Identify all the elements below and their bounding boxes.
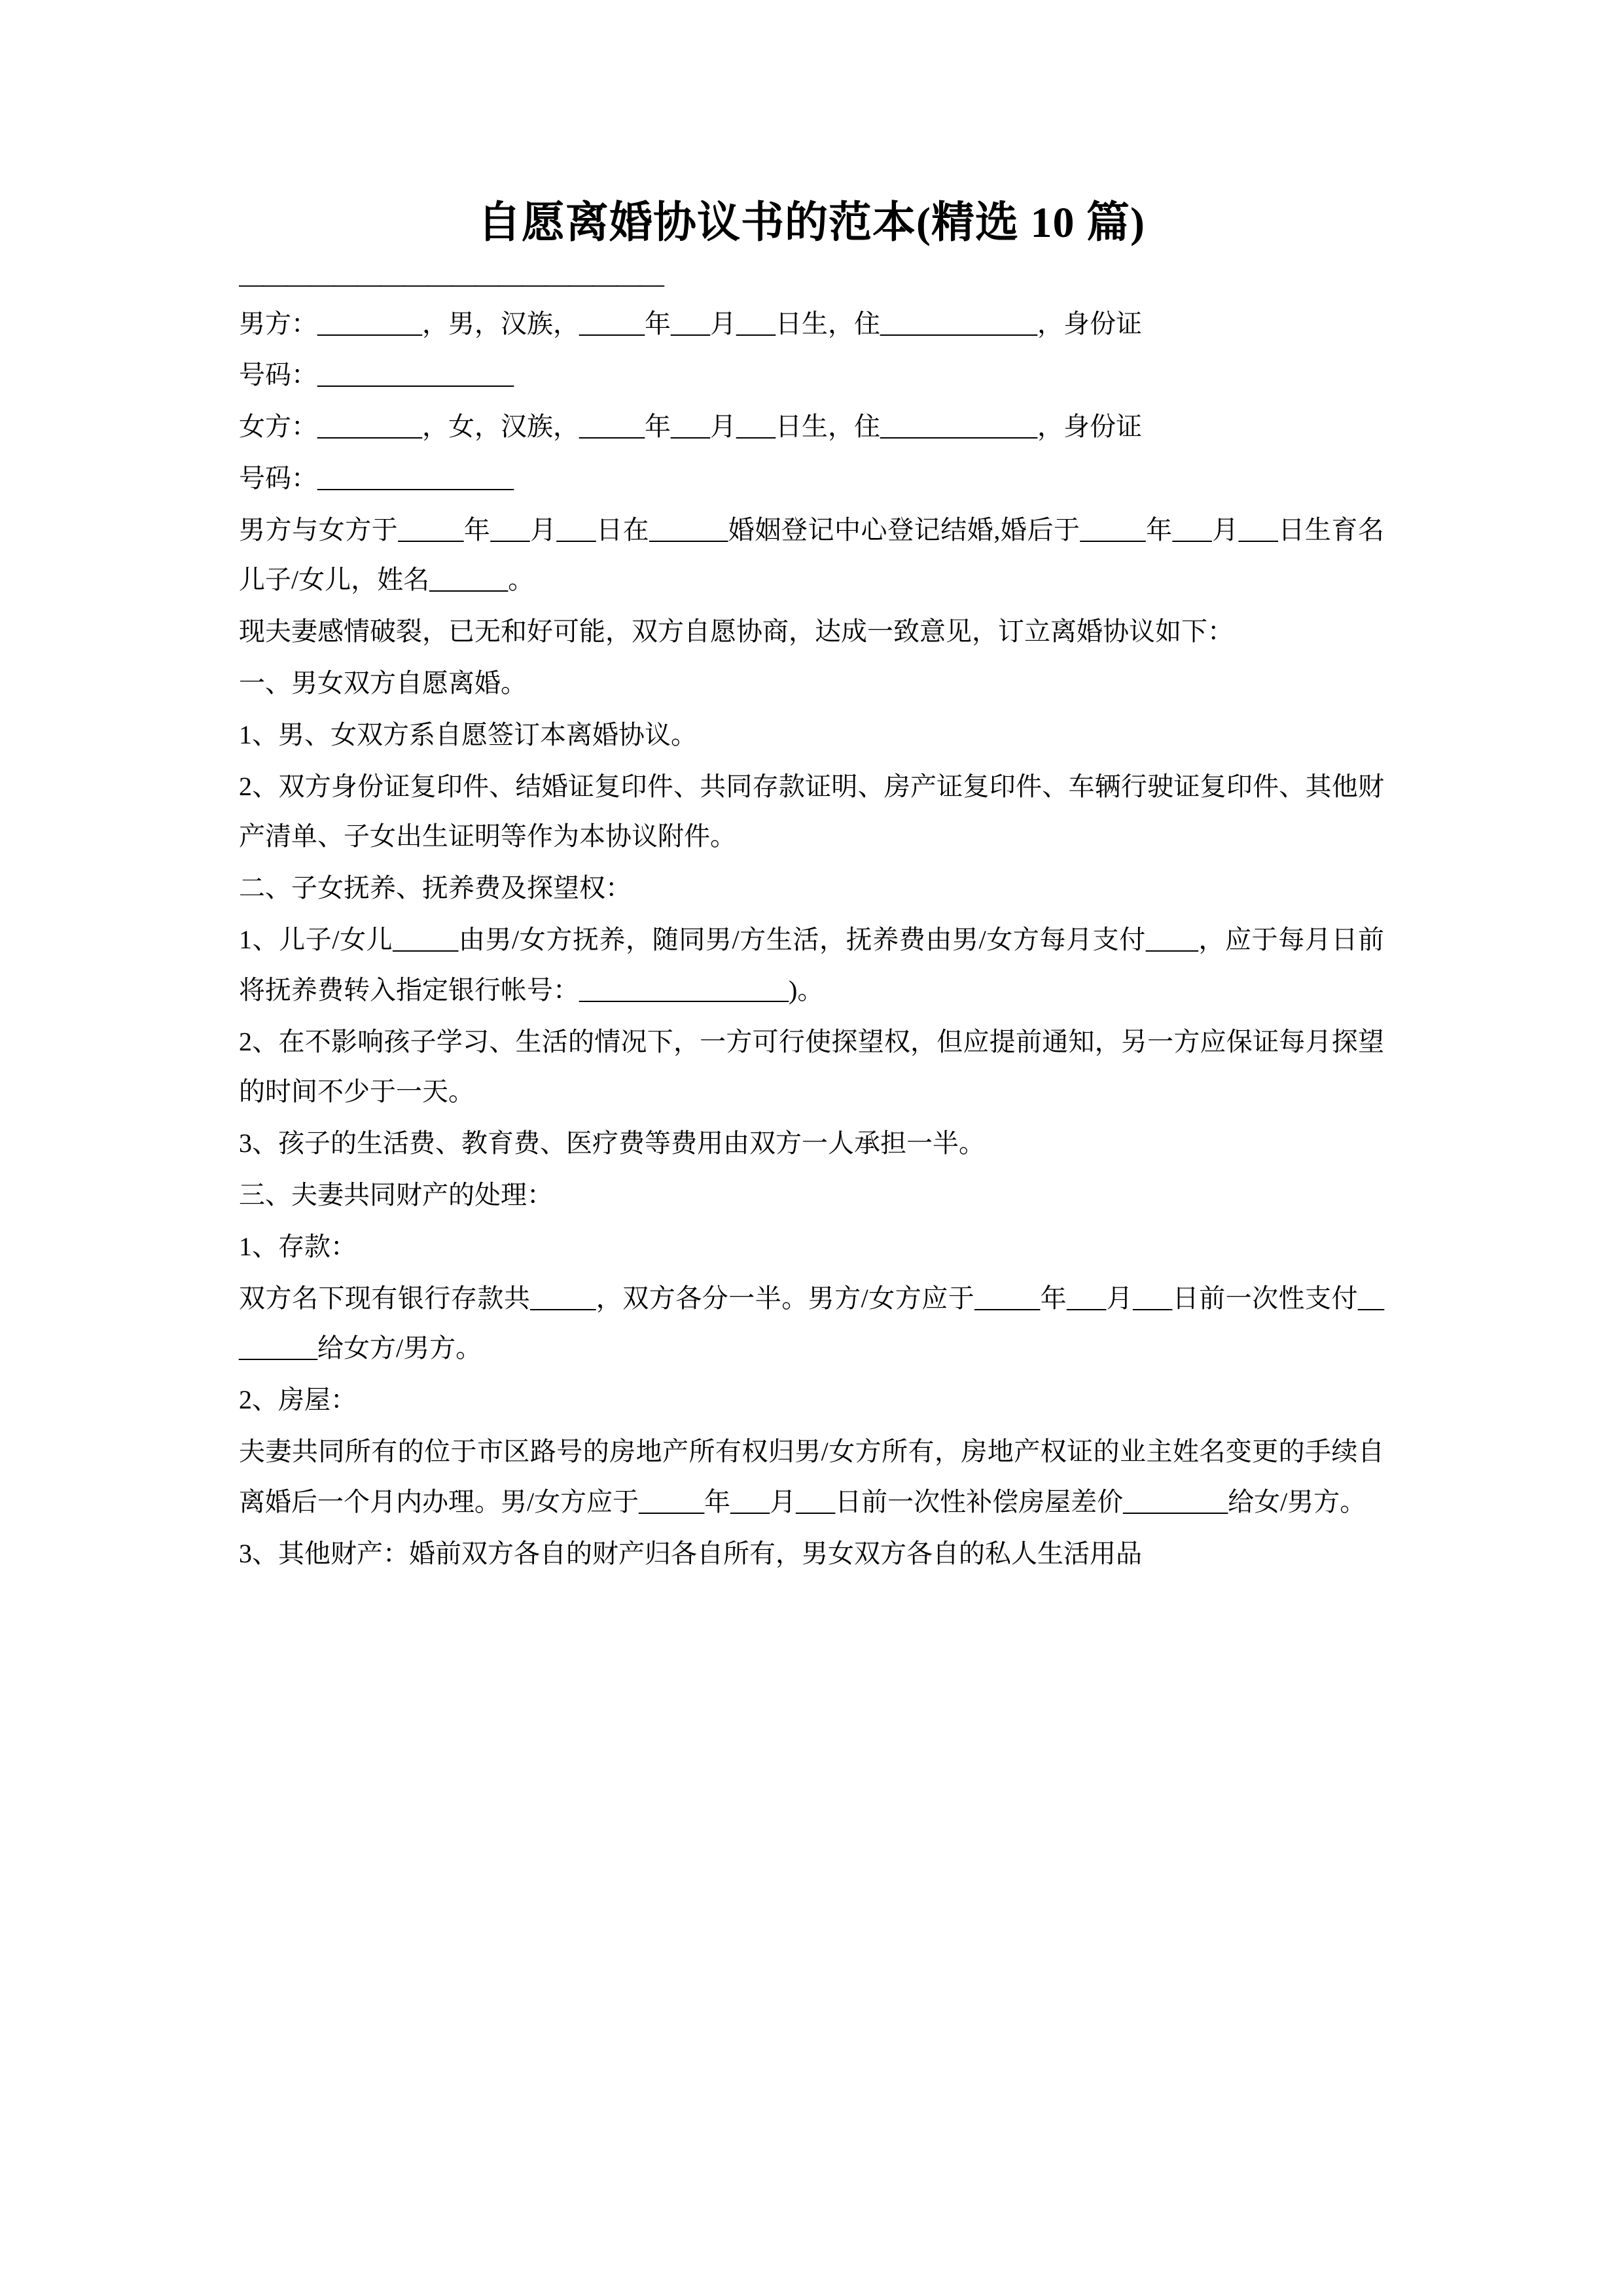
clause-2-2: 2、在不影响孩子学习、生活的情况下，一方可行使探望权，但应提前通知，另一方应保证每月探望的时间不少于一天。	[239, 1026, 1384, 1107]
clause-2-1: 1、儿子/女儿_____由男/女方抚养，随同男/方生活，抚养费由男/女方每月支付____，应于每月日前将抚养费转入指定银行帐号：________________)。	[239, 925, 1384, 1005]
clause-3-2-label: 2、房屋：	[239, 1385, 357, 1415]
document-content	[239, 0, 1384, 1579]
clause-3-3: 3、其他财产：婚前双方各自的财产归各自所有，男女双方各自的私人生活用品	[239, 1538, 1142, 1568]
clause-1-1: 1、男、女双方系自愿签订本离婚协议。	[239, 719, 697, 749]
clause-1-2: 2、双方身份证复印件、结婚证复印件、共同存款证明、房产证复印件、车辆行驶证复印件、其他财产清单、子女出生证明等作为本协议附件。	[239, 771, 1384, 852]
heading-section-three: 三、夫妻共同财产的处理：	[239, 1180, 553, 1210]
paragraph-marriage-record: 男方与女方于_____年___月___日在______婚姻登记中心登记结婚,婚后于_____年___月___日生育名儿子/女儿，姓名______。	[239, 514, 1384, 595]
paragraph-female-party: 女方：________，女，汉族，_____年___月___日生，住____________，身份证	[239, 412, 1142, 442]
horizontal-rule-dashes: ——————————————————	[239, 270, 663, 298]
clause-3-1-body: 双方名下现有银行存款共_____，双方各分一半。男方/女方应于_____年___月___日前一次性支付________给女方/男方。	[239, 1283, 1384, 1363]
paragraph-male-id: 号码：_______________	[239, 360, 514, 390]
clause-3-1-label: 1、存款：	[239, 1231, 357, 1261]
clause-3-2-body: 夫妻共同所有的位于市区路号的房地产所有权归男/女方所有，房地产权证的业主姓名变更的手续自离婚后一个月内办理。男/女方应于_____年___月___日前一次性补偿房屋差价________给女/男方。	[239, 1437, 1384, 1516]
heading-section-two: 二、子女抚养、抚养费及探望权：	[239, 873, 632, 903]
heading-section-one: 一、男女双方自愿离婚。	[239, 668, 527, 698]
page-title: 自愿离婚协议书的范本(精选 10 篇)	[478, 199, 1145, 247]
clause-2-3: 3、孩子的生活费、教育费、医疗费等费用由双方一人承担一半。	[239, 1128, 985, 1158]
paragraph-breakdown: 现夫妻感情破裂，已无和好可能，双方自愿协商，达成一致意见，订立离婚协议如下：	[239, 617, 1234, 647]
paragraph-female-id: 号码：_______________	[239, 463, 514, 493]
paragraph-male-party: 男方：________，男，汉族，_____年___月___日生，住____________，身份证	[239, 308, 1142, 338]
